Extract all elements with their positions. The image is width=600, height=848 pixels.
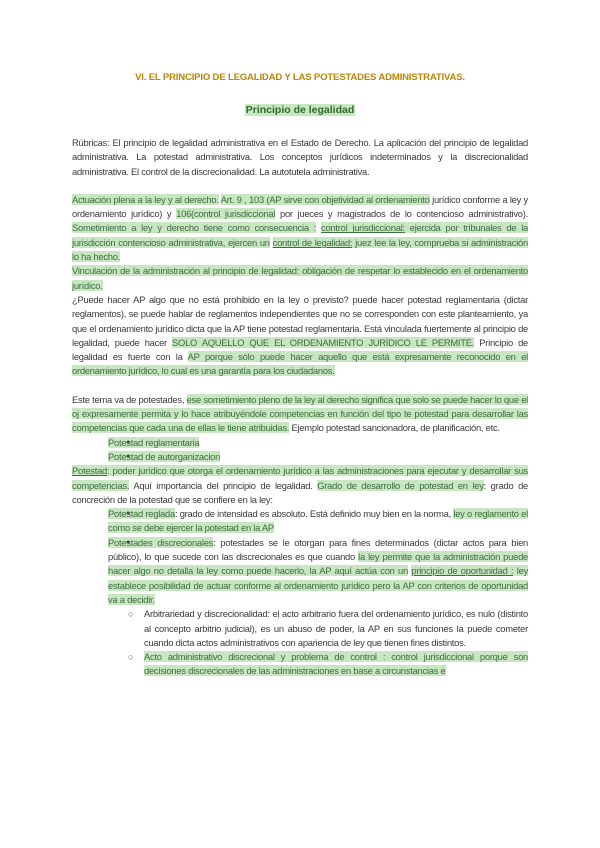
- sublist-item-arbitrariedad: ○ Arbitrariedad y discrecionalidad: el acto arbitrario fuera del ordenamiento jurídico, es nulo (distinto al concepto arbitrio judicial), es un abuso de poder, la AP en sus funciones la puede cometer cuando dicta actos administrativos con apariencia de ley que tienen fines distintos.: [144, 607, 528, 650]
- hl-underlined-text: Potestad: [72, 465, 108, 477]
- paragraph-potestades: Este tema va de potestades, ese sometimiento pleno de la ley al derecho significa que solo se puede hacer lo que el oj expresamente permita y lo hace atribuyéndole competencias en función del tipo te potestad para desarrollar las competencias que cada una de ellas le tiene atribuidas. Ejemplo potestad sancionadora, de planificación, etc.: [72, 393, 529, 434]
- hl-text: ejercida por tribunales de la jurisdicción contencioso administrativa, ejercen un: [72, 222, 528, 248]
- paragraph-potestad-definicion: Potestad: poder jurídico que otorga el ordenamiento jurídico a las administraciones para ejecutar y desarrollar sus competencias. Aquí importancia del principio de legalidad. Grado de desarrollo de potestad en ley: grado de concreción de la potestad que se confiere en la ley:: [72, 465, 528, 505]
- hl-text: ese sometimiento pleno de la ley al derecho significa que solo se puede hacer lo que el oj expresamente permita y lo hace atribuyéndole competencias en función del tipo te potestad para desarrollar las competencias que cada una de ellas le tiene atribuidas.: [72, 393, 529, 434]
- list-item: ● Potestad reglamentaria: [108, 436, 528, 450]
- document-body: [72, 136, 528, 679]
- hl-text: Vinculación de la administración al principio de legalidad: obligación de respetar lo establecido en el ordenamiento jurídico.: [72, 265, 528, 291]
- hl-text: juez lee la ley, comprueba si administración lo ha hecho.: [72, 236, 528, 263]
- hl-text: Grado de desarrollo de potestad en ley: [317, 479, 484, 491]
- subtitle-text: Principio de legalidad: [245, 104, 355, 116]
- paragraph-vinculacion: [72, 264, 528, 293]
- list-item: ● Potestad de autorganizacion: [108, 450, 528, 464]
- hl-text: : poder jurídico que otorga el ordenamiento jurídico a las administraciones para ejecutar y desarrollar sus competencias.: [72, 465, 528, 491]
- hl-text: 106(control jurisdiccional: [176, 208, 276, 220]
- rubricas-paragraph: Rúbricas: El principio de legalidad administrativa en el Estado de Derecho. La aplicación del principio de legalidad administrativa. La potestad administrativa. Los conceptos jurídicos indeterminados y la discrecionalidad administrativa. El control de la discrecionalidad. La autotutela administrativa.: [72, 137, 528, 177]
- potestades-list: [72, 436, 528, 465]
- sublist-item-control: ○ Acto administrativo discrecional y problema de control : control jurisdiccional porque son decisiones discrecionales de las administraciones en base a circunstancias e: [144, 650, 528, 679]
- list-item-reglada: ● Potestad reglada: grado de intensidad es absoluto. Está definido muy bien en la norma, ley o reglamento el como se debe ejercer la potestad en la AP: [108, 507, 528, 536]
- list-item-discrecionales: ● Potestades discrecionales: potestades se le otorgan para fines determinados (dictar actos para bien público), lo que sucede con las discrecionales es que cuando la ley permite que la administración puede hacer algo no detalla la ley como puede hacerlo, la AP aquí actúa con un principio de oportunidad : ley establece posibilidad de actuar conforme al ordenamiento jurídico pero la AP con criterios de oportunidad va a decidir. ○ Arbitrariedad y discrecionalidad: el acto arbitrario fuera del ordenamiento jurídico, es nulo (distinto al concepto arbitrio judicial), es un abuso de poder, la AP en sus funciones la puede cometer cuando dicta actos administrativos con apariencia de ley que tienen fines distintos. ○ Acto administrativo discrecional y problema de control : control jurisdiccional porque son decisiones discrecionales de las administraciones en base a circunstancias e: [108, 536, 528, 679]
- discrecionales-sublist: [108, 607, 528, 678]
- hl-text: Actuación plena a la ley y al derecho.: [72, 193, 219, 205]
- paragraph-actuacion: Actuación plena a la ley y al derecho. Art. 9 , 103 (AP sirve con objetividad al ordenamiento jurídico conforme a ley y ordenamiento jurídico) y 106(control jurisdiccional por jueces y magistrados de lo contencioso administrativo). Sometimiento a ley y derecho tiene como consecuencia : control jurisdiccional: ejercida por tribunales de la jurisdicción contencioso administrativa, ejercen un control de legalidad: juez lee la ley, comprueba si administración lo ha hecho.: [72, 193, 528, 263]
- paragraph-puede-hacer: ¿Puede hacer AP algo que no está prohibido en la ley o previsto? puede hacer potestad reglamentaria (dictar reglamentos), se puede hablar de reglamentos independientes que no se corresponden con este planteamiento, ya que el ordenamiento jurídico dicta que la AP tiene potestad reglamentaria. Está vinculada fuertemente al principio de legalidad, puede hacer SOLO AQUELLO QUE EL ORDENAMIENTO JURÍDICO LE PERMITE. Principio de legalidad es fuerte con la AP porque sólo puede hacer aquello que está expresamente reconocido en el ordenamiento jurídico, lo cual es una garantía para los ciudadanos.: [72, 293, 529, 377]
- hl-underlined-text: control jurisdiccional:: [321, 222, 405, 234]
- tipos-potestad-list: [72, 507, 528, 679]
- hl-text: Sometimiento a ley y derecho tiene como consecuencia :: [72, 222, 317, 234]
- section-subtitle: [0, 104, 600, 116]
- chapter-title: VI. EL PRINCIPIO DE LEGALIDAD Y LAS POTESTADES ADMINISTRATIVAS.: [135, 72, 465, 83]
- hl-text: SOLO AQUELLO QUE EL ORDENAMIENTO JURÍDICO LE PERMITE.: [172, 336, 475, 348]
- hl-text: Art. 9 , 103 (AP sirve con objetividad al ordenamiento: [220, 193, 430, 205]
- hl-text: AP porque sólo puede hacer aquello que está expresamente reconocido en el ordenamiento jurídico, lo cual es una garantía para los ciudadanos.: [72, 351, 529, 377]
- hl-underlined-text: control de legalidad:: [272, 236, 353, 248]
